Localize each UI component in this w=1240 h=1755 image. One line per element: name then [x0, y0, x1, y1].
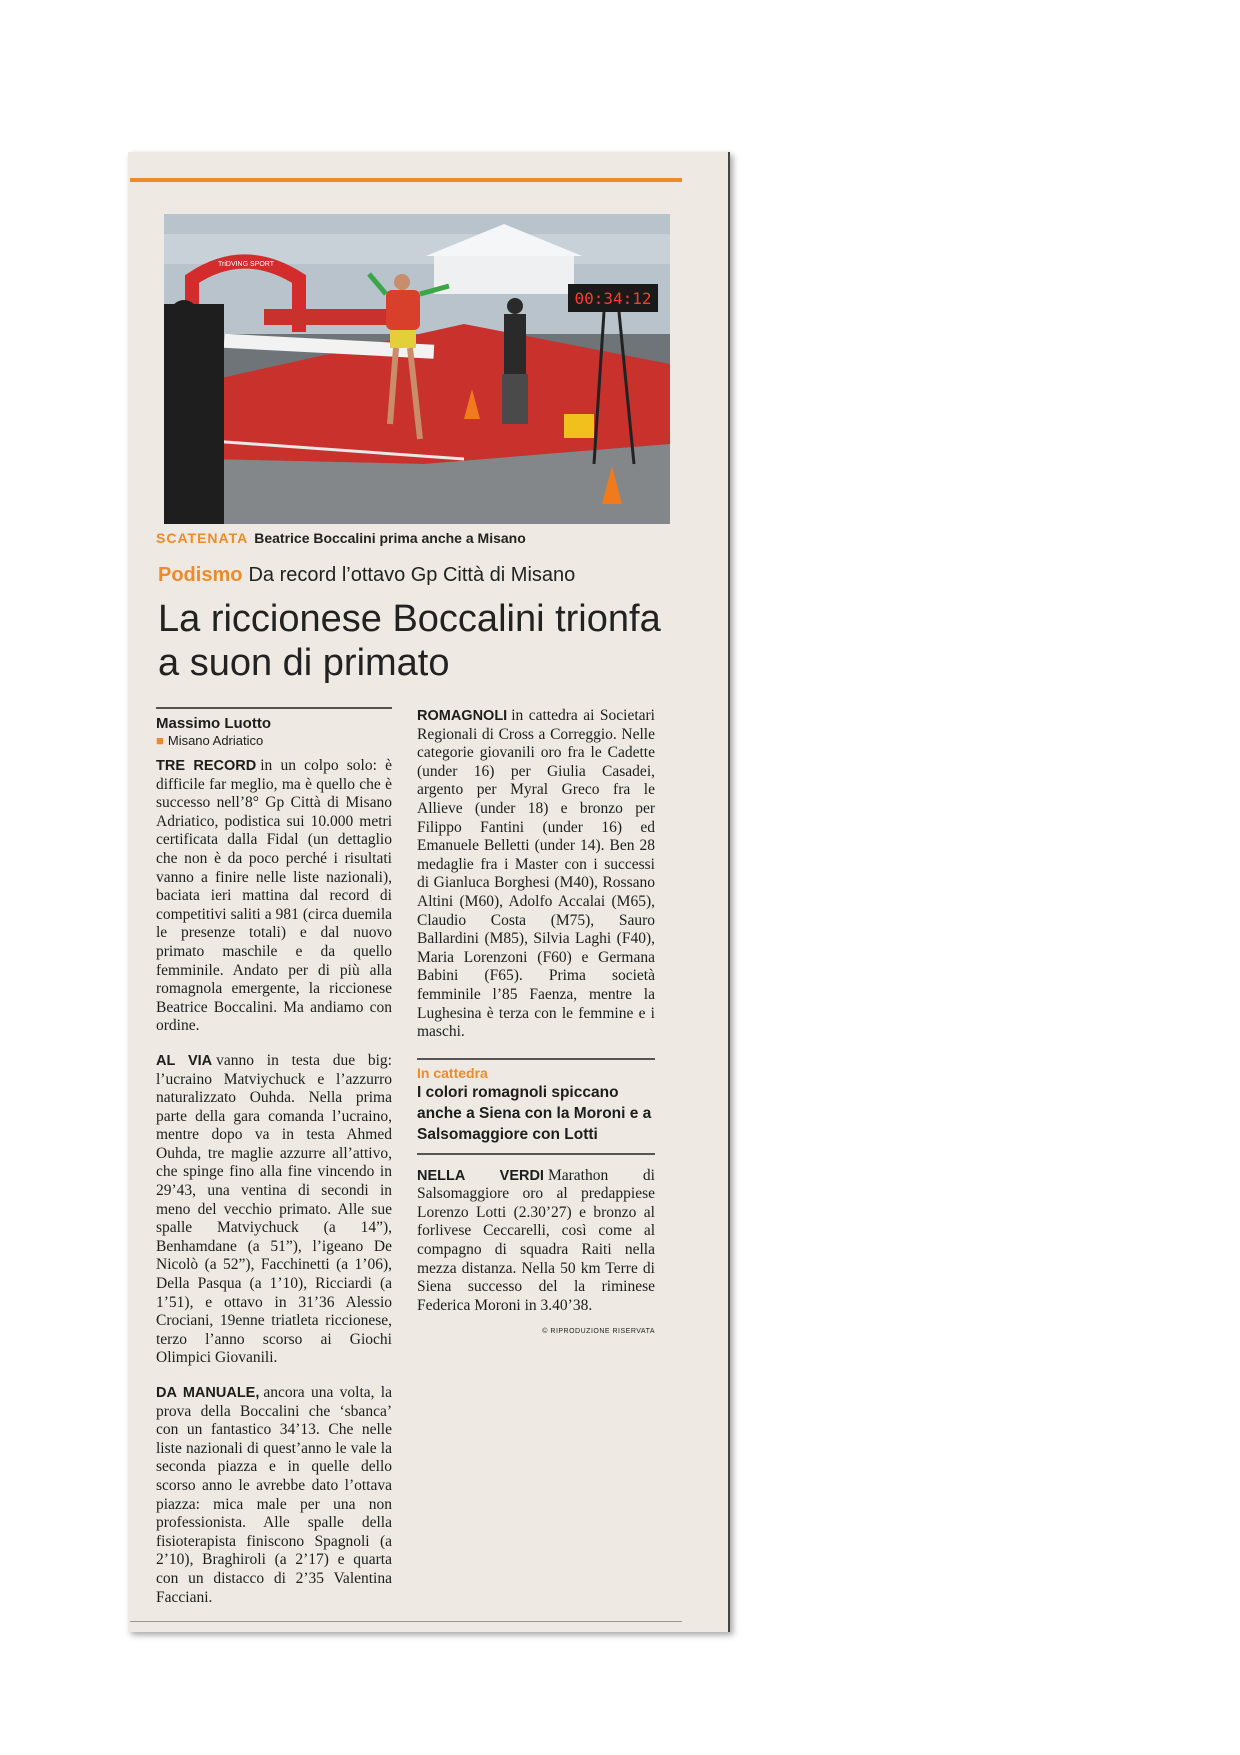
article-subtitle: Da record l’ottavo Gp Città di Misano: [248, 564, 576, 586]
paragraph-text: Marathon di Salsomaggiore oro al predappiese Lorenzo Lotti (2.30’27) e bronzo al forlivese Ceccarelli, così come al compagno di squadra Raiti nella mezza distanza. Nella 50 km Terre di Siena successo del la riminese Federica Moroni in 3.40’38.: [417, 1166, 655, 1314]
paragraph: [417, 707, 655, 1042]
pull-quote-kicker: In cattedra: [417, 1064, 488, 1081]
race-timer-display: 00:34:12: [574, 289, 652, 308]
paragraph-lead: AL VIA: [156, 1052, 213, 1069]
caption-text: Beatrice Boccalini prima anche a Misano: [254, 530, 526, 546]
newspaper-clipping: [128, 152, 730, 1632]
article-column-2: [417, 707, 655, 1342]
paragraph: [156, 1052, 392, 1368]
square-bullet-icon: ■: [156, 733, 164, 748]
paragraph: [156, 1384, 392, 1607]
pull-quote-title: I colori romagnoli spiccano anche a Siena con la Moroni e a Salsomaggiore con Lotti: [417, 1082, 655, 1155]
paragraph-text: ancora una volta, la prova della Boccalini che ‘sbanca’ con un fantastico 34’13. Che nelle liste nazionali di quest’anno le vale la seconda piazza e in quelle dello scorso anno le avrebbe dato l’ottava piazza: mica male per una non professionista. Alle spalle della fisioterapista finiscono Spagnoli (a 2’10), Braghiroli (a 2’17) e quarta con un distacco di 2’35 Valentina Facciani.: [156, 1384, 392, 1606]
photo-caption: [156, 530, 676, 546]
caption-kicker: SCATENATA: [156, 530, 249, 546]
pull-quote-box: [417, 1058, 655, 1155]
paragraph-lead: TRE RECORD: [156, 758, 257, 774]
paragraph: [156, 757, 392, 1036]
copyright-notice: © RIPRODUZIONE RISERVATA: [542, 1328, 655, 1336]
photo-illustration: [164, 214, 670, 524]
author-name: Massimo Luotto: [156, 715, 271, 732]
paragraph: [417, 1167, 655, 1316]
paragraph-text: vanno in testa due big: l’ucraino Matviychuck e l’azzurro naturalizzato Ouhda. Nella prima parte della gara comanda l’ucraino, mentre dopo va in testa Ahmed Ouhda, tre maglie azzurre all’attivo, che spinge fino alla fine vincendo in 29’43, una ventina di secondi in meno del vecchio primato. Alle sue spalle Matviychuck (a 14”), Benhamdane (a 51”), l’igeano De Nicolò (a 52”), Facchinetti (a 1’06), Della Pasqua (a 1’10), Ricciardi (a 1’51), e ottavo in 31’36 Alessio Crociani, 19enne triatleta riccionese, terzo l’anno scorso ai Giochi Olimpici Giovanili.: [156, 1051, 392, 1367]
article-subhead: [158, 564, 678, 587]
byline-rule: [156, 707, 392, 709]
paragraph-lead: ROMAGNOLI: [417, 708, 508, 724]
article-headline: La riccionese Boccalini trionfa a suon di primato: [158, 598, 661, 684]
paragraph-text: in cattedra ai Societari Regionali di Cross a Correggio. Nelle categorie giovanili oro fra le Cadette (under 16) per Giulia Casadei, argento per Myral Greco fra le Allieve (under 18) e bronzo per Filippo Fantini (under 16) ed Emanuele Belletti (under 14). Ben 28 medaglie fra i Master con i successi di Gianluca Borghesi (M40), Rossano Altini (M60), Adolfo Accalai (M65), Claudio Costa (M75), Sauro Ballardini (M85), Silvia Laghi (F40), Maria Lorenzoni (F60) e Germana Babini (F65). Prima società femminile l’85 Faenza, mentre la Lughesina è terza con le femmine e i maschi.: [417, 707, 655, 1041]
paragraph-lead: NELLA VERDI: [417, 1167, 544, 1184]
section-label: Podismo: [158, 564, 243, 586]
bottom-rule: [130, 1621, 682, 1622]
dateline: [156, 733, 392, 749]
paragraph-lead: DA MANUALE,: [156, 1385, 260, 1401]
top-accent-rule: [130, 178, 682, 182]
arch-banner-text: TriDVING SPORT: [217, 261, 275, 268]
dateline-location: Misano Adriatico: [167, 733, 264, 748]
article-column-1: [156, 707, 392, 1623]
finish-line-photo: [164, 214, 670, 524]
paragraph-text: in un colpo solo: è difficile far meglio, ma è quello che è successo nell’8° Gp Città di Misano Adriatico, podistica sui 10.000 metri certificata dalla Fidal (un dettaglio che non è da poco perché i risultati vanno a finire nelle liste nazionali), baciata ieri mattina dal record di competitivi saliti a 981 (circa duemila le presenze totali) e dal nuovo primato maschile e da quello femminile. Andato per di più alla romagnola emergente, la riccionese Beatrice Boccalini. Ma andiamo con ordine.: [156, 757, 392, 1035]
